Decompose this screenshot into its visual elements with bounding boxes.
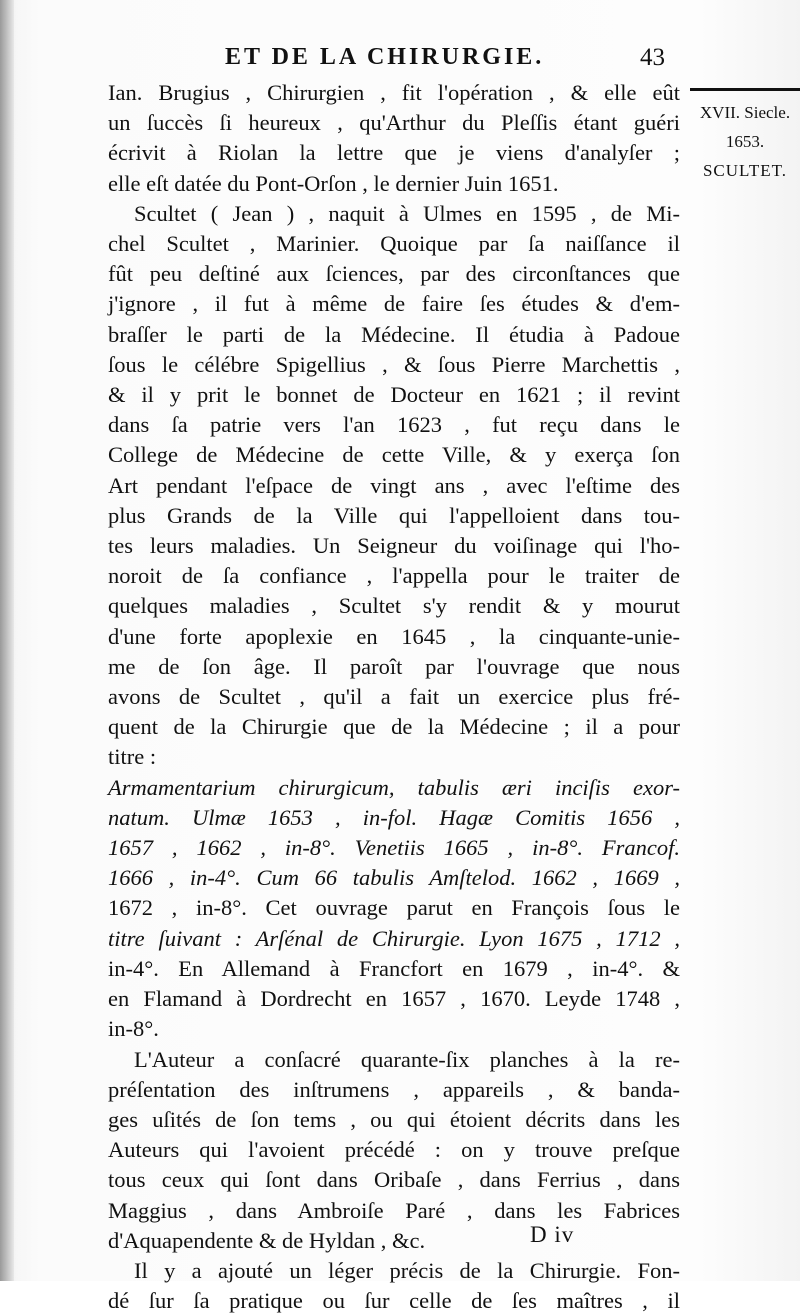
text-line: avons de Scultet , qu'il a fait un exercice plus fré-	[108, 684, 680, 710]
margin-notes	[690, 98, 800, 185]
text-line: Maggius , dans Ambroiſe Paré , dans les Fabrices	[108, 1197, 680, 1223]
text-line: j'ignore , il fut à même de faire ſes études & d'em-	[108, 291, 680, 317]
text-line: chel Scultet , Marinier. Quoique par ſa naiſſance il	[108, 231, 680, 257]
text-line: Auteurs qui l'avoient précédé : on y trouve preſque	[108, 1137, 680, 1163]
text-line: 1666 , in-4°. Cum 66 tabulis Amſtelod. 1662 , 1669 ,	[108, 865, 680, 891]
signature-mark: D iv	[530, 1222, 575, 1247]
margin-century: XVII. Siecle.	[699, 103, 791, 122]
page-number: 43	[640, 44, 665, 71]
text-line: quent de la Chirurgie que de la Médecine ; il a pour	[108, 714, 680, 740]
text-line: ſous le célébre Spigellius , & ſous Pierre Marchettis ,	[108, 351, 680, 377]
running-head: ET DE LA CHIRURGIE.	[225, 44, 545, 70]
text-line: dé ſur ſa pratique ou ſur celle de ſes maîtres , il	[108, 1288, 680, 1314]
text-line: fût peu deſtiné aux ſciences, par des circonſtances que	[108, 261, 680, 287]
text-line: dans ſa patrie vers l'an 1623 , fut reçu dans le	[108, 412, 680, 438]
text-line: in-4°. En Allemand à Francfort en 1679 , in-4°. &	[108, 955, 680, 981]
text-line: en Flamand à Dordrecht en 1657 , 1670. Leyde 1748 ,	[108, 986, 680, 1012]
text-line: ges uſités de ſon tems , ou qui étoient décrits dans les	[108, 1106, 680, 1132]
text-line: plus Grands de la Ville qui l'appelloient dans tou-	[108, 502, 680, 528]
paragraph-3	[108, 1045, 680, 1256]
book-title-block	[108, 773, 680, 1045]
text-line: 1657 , 1662 , in-8°. Venetiis 1665 , in-8°. Francof.	[108, 835, 680, 861]
text-line: & il y prit le bonnet de Docteur en 1621 ; il revint	[108, 382, 680, 408]
text-line: elle eſt datée du Pont-Orſon , le dernier Juin 1651.	[108, 170, 559, 196]
text-line: préſentation des inſtrumens , appareils , & banda-	[108, 1076, 680, 1102]
main-text	[108, 78, 680, 1316]
text-line: L'Auteur a conſacré quarante-ſix planches à la re-	[134, 1046, 680, 1072]
text-line: quelques maladies , Scultet s'y rendit & y mourut	[108, 593, 680, 619]
text-line: in-8°.	[108, 1016, 159, 1042]
text-line: braſſer le parti de la Médecine. Il étudia à Padoue	[108, 321, 680, 347]
paragraph-4	[108, 1256, 680, 1316]
text-line: un ſuccès ſi heureux , qu'Arthur du Pleſſis étant guéri	[108, 110, 680, 136]
text-line: d'Aquapendente & de Hyldan , &c.	[108, 1227, 426, 1253]
text-line: Art pendant l'eſpace de vingt ans , avec l'eſtime des	[108, 472, 680, 498]
margin-year: 1653.	[725, 132, 765, 151]
text-line: titre :	[108, 744, 157, 770]
text-line: College de Médecine de cette Ville, & y exerça ſon	[108, 442, 680, 468]
text-line: tous ceux qui ſont dans Oribaſe , dans Ferrius , dans	[108, 1167, 680, 1193]
binding-shadow	[0, 0, 14, 1281]
margin-name: SCULTET.	[702, 161, 788, 180]
text-line: tes leurs maladies. Un Seigneur du voiſinage qui l'ho-	[108, 533, 680, 559]
paragraph-2	[108, 199, 680, 773]
header-rule	[690, 88, 800, 91]
text-line: 1672 , in-8°. Cet ouvrage parut en François ſous le	[108, 895, 680, 921]
text-line: écrivit à Riolan la lettre que je viens d'analyſer ;	[108, 140, 680, 166]
text-line: natum. Ulmæ 1653 , in-fol. Hagæ Comitis 1656 ,	[108, 804, 680, 830]
paragraph-1	[108, 78, 680, 199]
text-line: Ian. Brugius , Chirurgien , fit l'opération , & elle eût	[108, 80, 680, 105]
text-line: titre ſuivant : Arſénal de Chirurgie. Lyon 1675 , 1712 ,	[108, 925, 680, 951]
text-line: me de ſon âge. Il paroît par l'ouvrage que nous	[108, 653, 680, 679]
text-line: Scultet ( Jean ) , naquit à Ulmes en 1595 , de Mi-	[134, 200, 680, 226]
text-line: Il y a ajouté un léger précis de la Chirurgie. Fon-	[134, 1257, 680, 1283]
text-line: noroit de ſa confiance , l'appella pour le traiter de	[108, 563, 680, 589]
text-line: Armamentarium chirurgicum, tabulis æri inciſis exor-	[108, 774, 680, 800]
text-line: d'une forte apoplexie en 1645 , la cinquante-unie-	[108, 623, 680, 649]
